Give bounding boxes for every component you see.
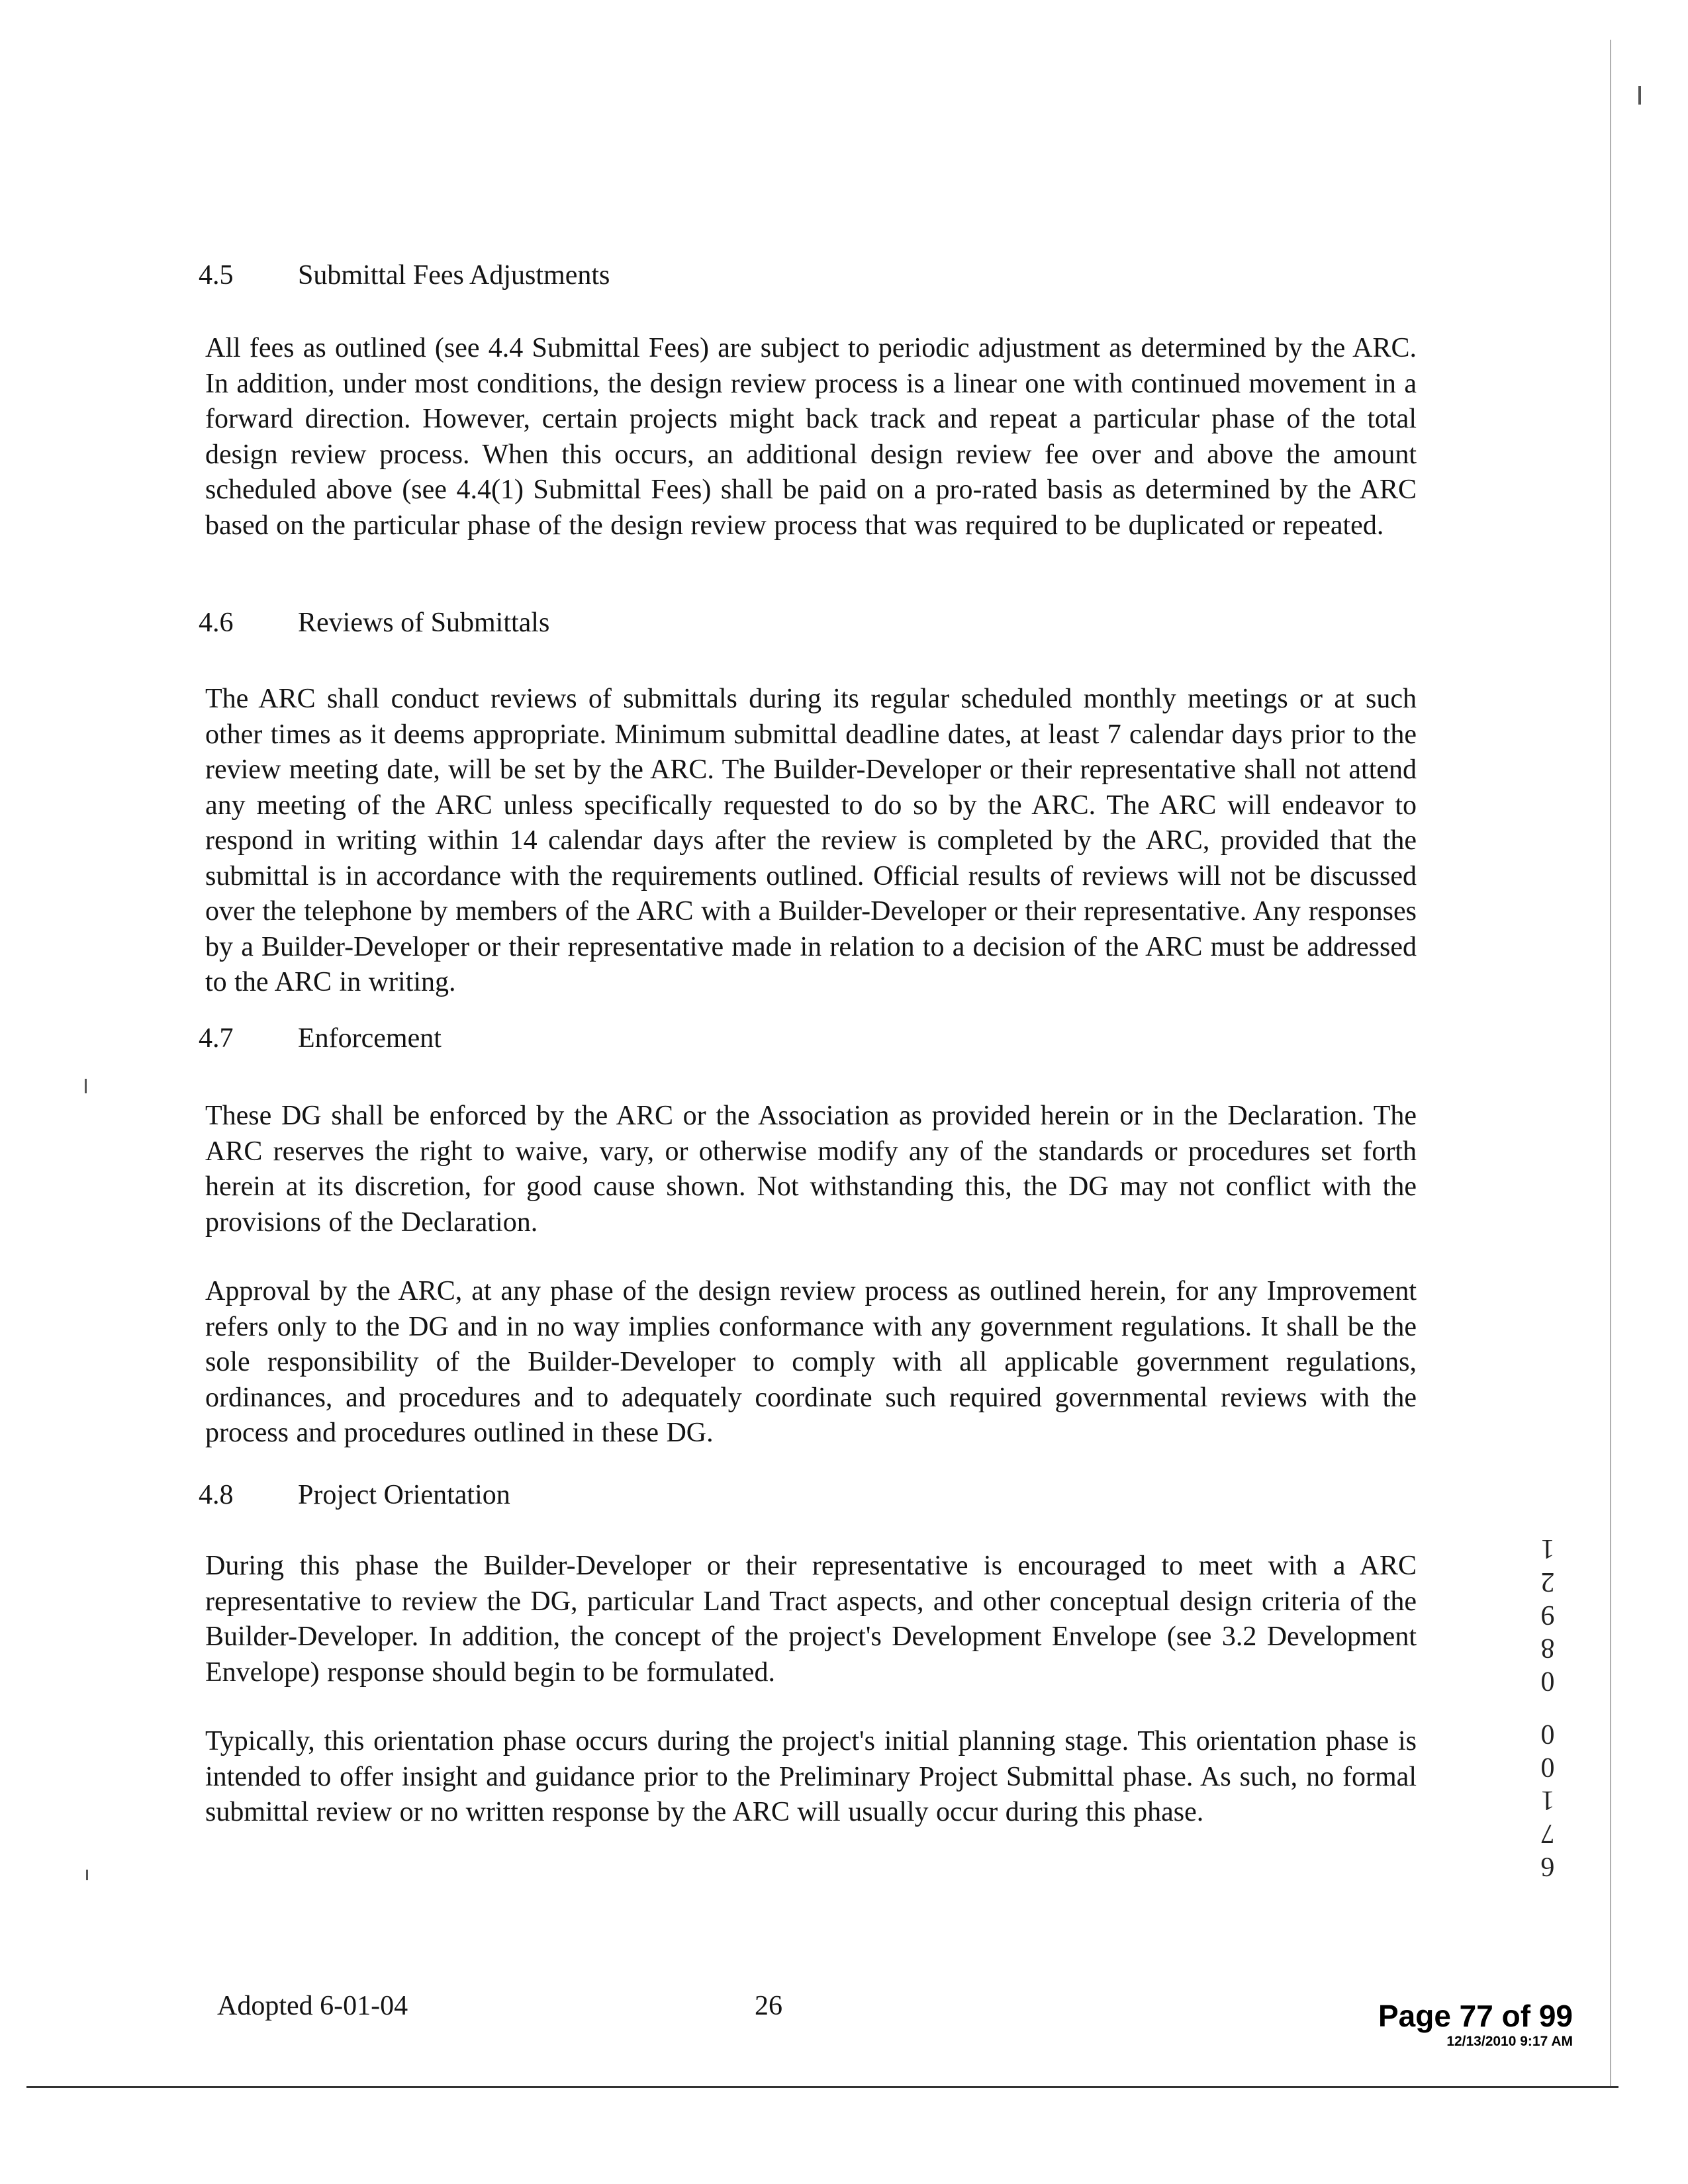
scan-mark xyxy=(1638,86,1641,105)
doc-id-digit: 7 xyxy=(1540,1818,1555,1848)
footer-adopted-date: Adopted 6-01-04 xyxy=(217,1991,408,2021)
footer-page-number: 26 xyxy=(755,1991,782,2021)
section-heading-4-8 xyxy=(199,1478,510,1512)
section-number: 4.7 xyxy=(199,1023,234,1054)
section-heading-4-5 xyxy=(199,258,610,293)
doc-id-digit: 0 xyxy=(1540,1666,1555,1696)
doc-id-digit: 1 xyxy=(1540,1785,1555,1815)
paragraph-project-orientation: During this phase the Builder-Developer or their representative is encouraged to meet with a ARC representative to review the DG, particular Land Tract aspects, and other conceptual design criteria of the Builder-Developer. In addition, the concept of the project's Development Envelope (see 3.2 Development Envelope) response should begin to be formulated. xyxy=(205,1551,1417,1688)
document-id-stamp xyxy=(1534,1532,1561,1883)
paragraph-enforcement: These DG shall be enforced by the ARC or the Association as provided herein or in the Declaration. The ARC reserves the right to waive, vary, or otherwise modify any of the standards or procedures set forth herein at its discretion, for good cause shown. Not withstanding this, the DG may not conflict with the provisions of the Declaration. xyxy=(205,1101,1417,1238)
doc-id-digit: 0 xyxy=(1540,1719,1555,1749)
doc-id-digit: 2 xyxy=(1540,1567,1555,1597)
doc-id-gap xyxy=(1534,1698,1561,1717)
recording-timestamp: 12/13/2010 9:17 AM xyxy=(1446,2034,1573,2049)
doc-id-digit: 9 xyxy=(1540,1600,1555,1630)
section-title: Reviews of Submittals xyxy=(298,608,550,638)
paragraph-orientation-timing: Typically, this orientation phase occurs during the project's initial planning stage. This orientation phase is intended to offer insight and guidance prior to the Preliminary Project Submittal phase. As such, no formal submittal review or no written response by the ARC will usually occur during this phase. xyxy=(205,1726,1417,1827)
paragraph-approval: Approval by the ARC, at any phase of the design review process as outlined herein, for any Improvement refers only to the DG and in no way implies conformance with any government regulations. It shall be the sole responsibility of the Builder-Developer to comply with all applicable government regulations, ordinances, and procedures and to adequately coordinate such required governmental reviews with the process and procedures outlined in these DG. xyxy=(205,1276,1417,1448)
section-heading-4-7 xyxy=(199,1021,442,1056)
paragraph-submittal-fees-adjustments: All fees as outlined (see 4.4 Submittal Fees) are subject to periodic adjustment as determined by the ARC. In addition, under most conditions, the design review process is a linear one with continued movement in a forward direction. However, certain projects might back track and repeat a particular phase of the total design review process. When this occurs, an additional design review fee over and above the amount scheduled above (see 4.4(1) Submittal Fees) shall be paid on a pro-rated basis as determined by the ARC based on the particular phase of the design review process that was required to be duplicated or repeated. xyxy=(205,333,1417,541)
recording-page-stamp: Page 77 of 99 xyxy=(1378,1999,1573,2033)
section-heading-4-6 xyxy=(199,606,549,640)
bottom-rule xyxy=(26,2086,1618,2088)
doc-id-digit: 8 xyxy=(1540,1633,1555,1663)
section-title: Enforcement xyxy=(298,1023,442,1054)
section-number: 4.5 xyxy=(199,260,234,291)
section-number: 4.6 xyxy=(199,608,234,638)
section-title: Submittal Fees Adjustments xyxy=(298,260,610,291)
doc-id-digit: 6 xyxy=(1540,1851,1555,1882)
scan-mark xyxy=(85,1079,87,1093)
section-number: 4.8 xyxy=(199,1480,234,1510)
right-edge-line xyxy=(1610,40,1611,2088)
section-title: Project Orientation xyxy=(298,1480,510,1510)
doc-id-digit: 1 xyxy=(1540,1533,1555,1564)
paragraph-reviews-of-submittals: The ARC shall conduct reviews of submittals during its regular scheduled monthly meetings or at such other times as it deems appropriate. Minimum submittal deadline dates, at least 7 calendar days prior to the review meeting date, will be set by the ARC. The Builder-Developer or their representative shall not attend any meeting of the ARC unless specifically requested to do so by the ARC. The ARC will endeavor to respond in writing within 14 calendar days after the review is completed by the ARC, provided that the submittal is in accordance with the requirements outlined. Official results of reviews will not be discussed over the telephone by members of the ARC with a Builder-Developer or their representative. Any responses by a Builder-Developer or their representative made in relation to a decision of the ARC must be addressed to the ARC in writing. xyxy=(205,684,1417,997)
doc-id-digit: 0 xyxy=(1540,1752,1555,1782)
scan-mark xyxy=(86,1870,88,1880)
